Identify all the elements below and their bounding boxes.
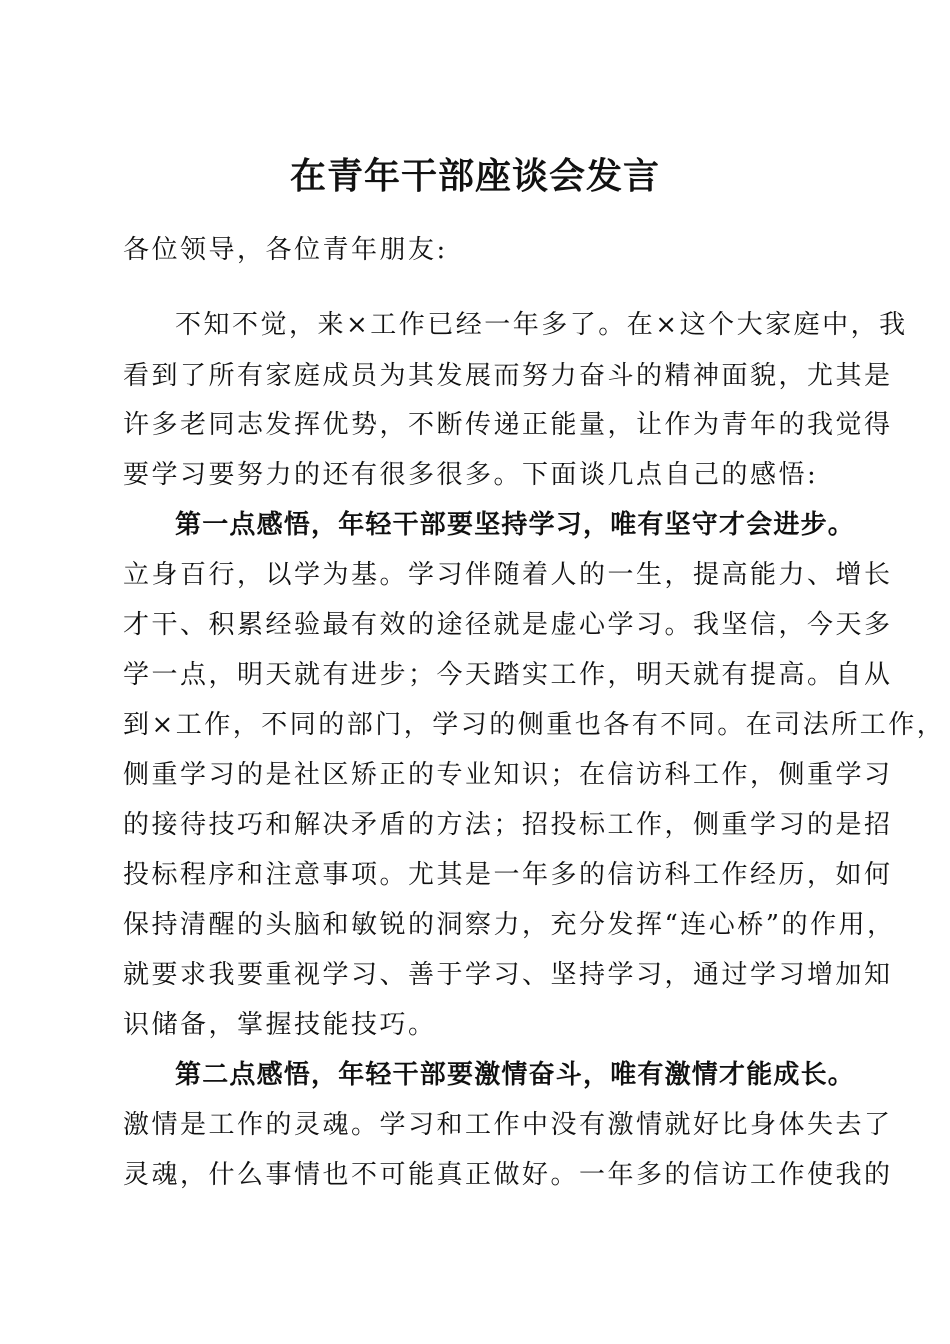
paragraph-line: 投标程序和注意事项。尤其是一年多的信访科工作经历，如何 [123,860,893,890]
paragraph-line: 侧重学习的是社区矫正的专业知识；在信访科工作，侧重学习 [123,760,893,790]
paragraph-line: 的接待技巧和解决矛盾的方法；招投标工作，侧重学习的是招 [123,810,893,840]
paragraph-line: 保持清醒的头脑和敏锐的洞察力，充分发挥“连心桥”的作用， [123,910,896,940]
paragraph-line: 许多老同志发挥优势，不断传递正能量，让作为青年的我觉得 [123,410,893,440]
document-title: 在青年干部座谈会发言 [289,155,660,197]
paragraph-line: 识储备，掌握技能技巧。 [123,1010,437,1040]
salutation: 各位领导，各位青年朋友: [123,235,448,265]
paragraph-line: 看到了所有家庭成员为其发展而努力奋斗的精神面貌，尤其是 [123,361,893,391]
section-heading-1: 第一点感悟，年轻干部要坚持学习，唯有坚守才会进步。 [175,510,856,540]
paragraph-line: 学一点，明天就有进步；今天踏实工作，明天就有提高。自从 [123,660,893,690]
paragraph-line: 不知不觉，来×工作已经一年多了。在×这个大家庭中，我 [175,310,908,340]
paragraph-line: 立身百行，以学为基。学习伴随着人的一生，提高能力、增长 [123,560,893,590]
section-heading-2: 第二点感悟，年轻干部要激情奋斗，唯有激情才能成长。 [175,1060,856,1090]
paragraph-line: 要学习要努力的还有很多很多。下面谈几点自己的感悟: [123,460,819,490]
paragraph-line: 就要求我要重视学习、善于学习、坚持学习，通过学习增加知 [123,960,893,990]
paragraph-line: 激情是工作的灵魂。学习和工作中没有激情就好比身体失去了 [123,1110,893,1140]
paragraph-line: 到×工作，不同的部门，学习的侧重也各有不同。在司法所工作， [123,710,946,740]
paragraph-line: 才干、积累经验最有效的途径就是虚心学习。我坚信，今天多 [123,610,893,640]
paragraph-line: 灵魂，什么事情也不可能真正做好。一年多的信访工作使我的 [123,1160,893,1190]
